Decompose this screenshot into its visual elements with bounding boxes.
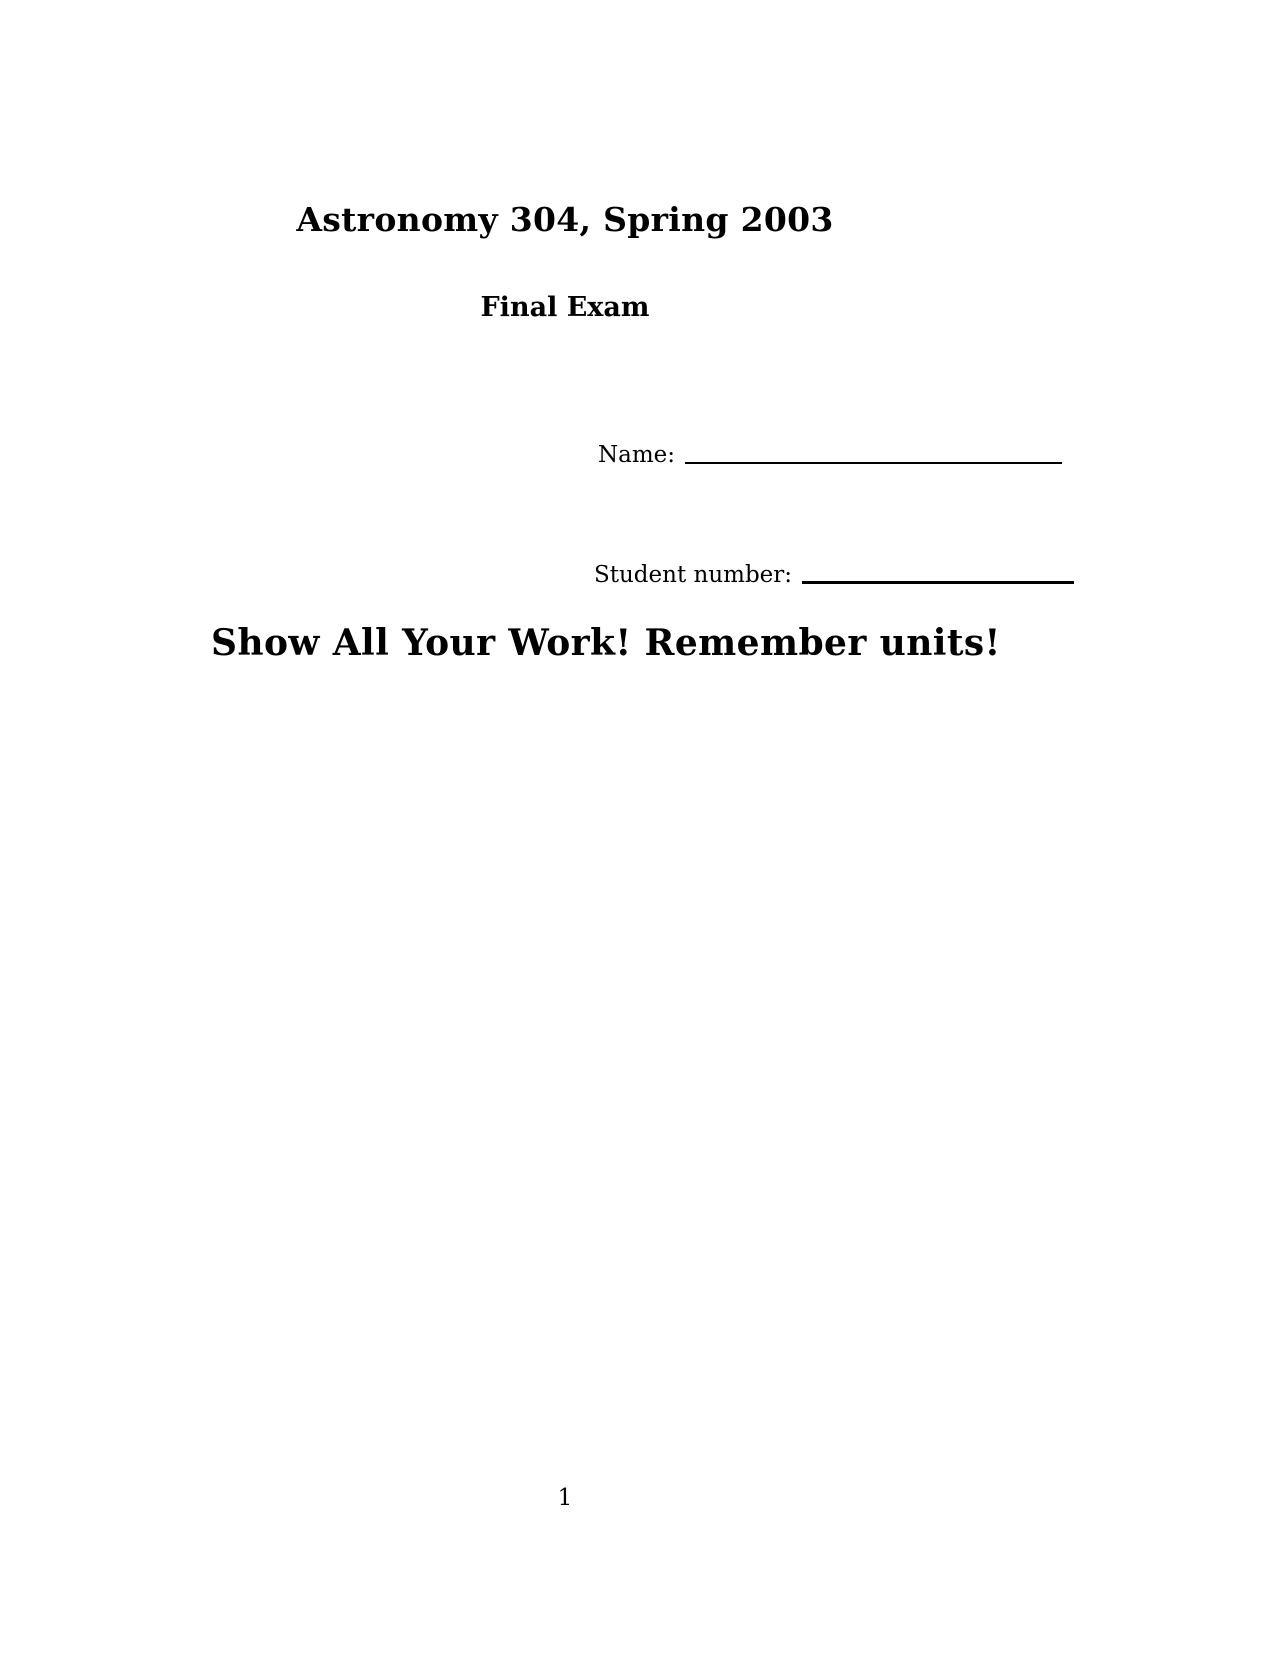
page-number: 1 [557, 1485, 573, 1511]
student-number-blank-line [802, 581, 1074, 584]
instruction-heading: Show All Your Work! Remember units! [211, 622, 1001, 664]
student-number-field-row [594, 562, 1074, 588]
page-subtitle: Final Exam [480, 292, 650, 323]
name-blank-line [685, 462, 1062, 464]
name-label: Name: [598, 442, 676, 468]
name-field-row [598, 442, 1062, 468]
page-title: Astronomy 304, Spring 2003 [296, 200, 834, 239]
student-number-label: Student number: [594, 562, 793, 588]
